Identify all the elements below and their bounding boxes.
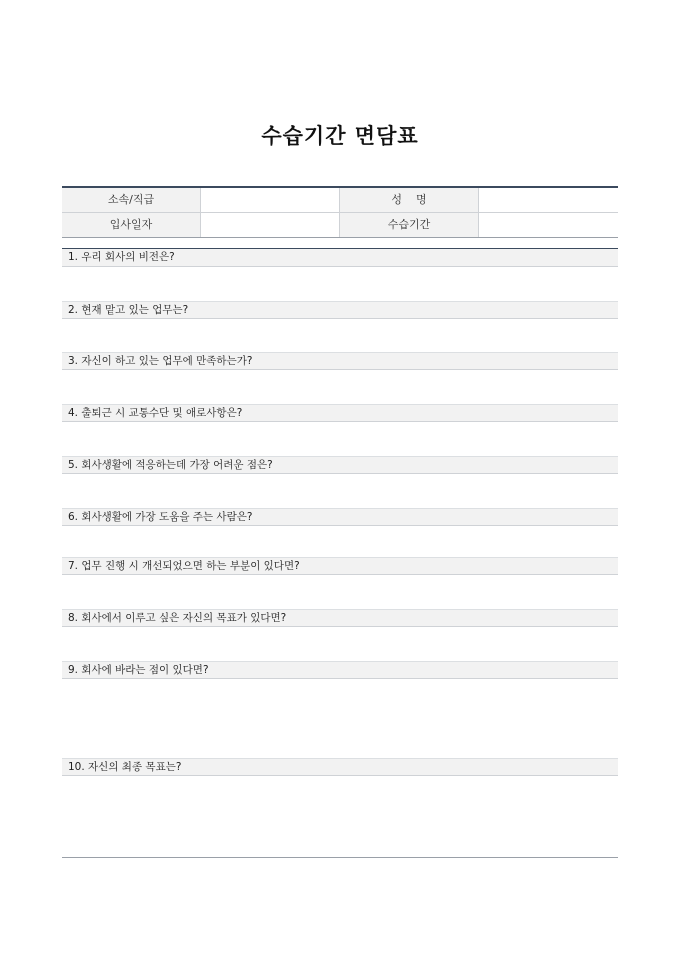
info-row <box>62 213 618 237</box>
affiliation-rank-field[interactable] <box>201 188 340 212</box>
probation-period-label: 수습기간 <box>340 213 479 237</box>
page-title: 수습기간 면담표 <box>261 124 419 148</box>
hire-date-label: 입사일자 <box>62 213 201 237</box>
question-8: 8. 회사에서 이루고 싶은 자신의 목표가 있다면? <box>62 609 618 627</box>
affiliation-rank-label: 소속/직급 <box>62 188 201 212</box>
question-5: 5. 회사생활에 적응하는데 가장 어려운 점은? <box>62 456 618 474</box>
question-1: 1. 우리 회사의 비전은? <box>62 249 618 267</box>
info-table <box>62 186 618 238</box>
probation-period-field[interactable] <box>479 213 618 237</box>
question-7: 7. 업무 진행 시 개선되었으면 하는 부분이 있다면? <box>62 557 618 575</box>
question-3: 3. 자신이 하고 있는 업무에 만족하는가? <box>62 352 618 370</box>
info-row <box>62 188 618 213</box>
name-field[interactable] <box>479 188 618 212</box>
question-4: 4. 출퇴근 시 교통수단 및 애로사항은? <box>62 404 618 422</box>
question-9: 9. 회사에 바라는 점이 있다면? <box>62 661 618 679</box>
name-label: 성 명 <box>340 188 479 212</box>
question-2: 2. 현재 맡고 있는 업무는? <box>62 301 618 319</box>
bottom-divider <box>62 857 618 858</box>
question-6: 6. 회사생활에 가장 도움을 주는 사람은? <box>62 508 618 526</box>
question-10: 10. 자신의 최종 목표는? <box>62 758 618 776</box>
hire-date-field[interactable] <box>201 213 340 237</box>
